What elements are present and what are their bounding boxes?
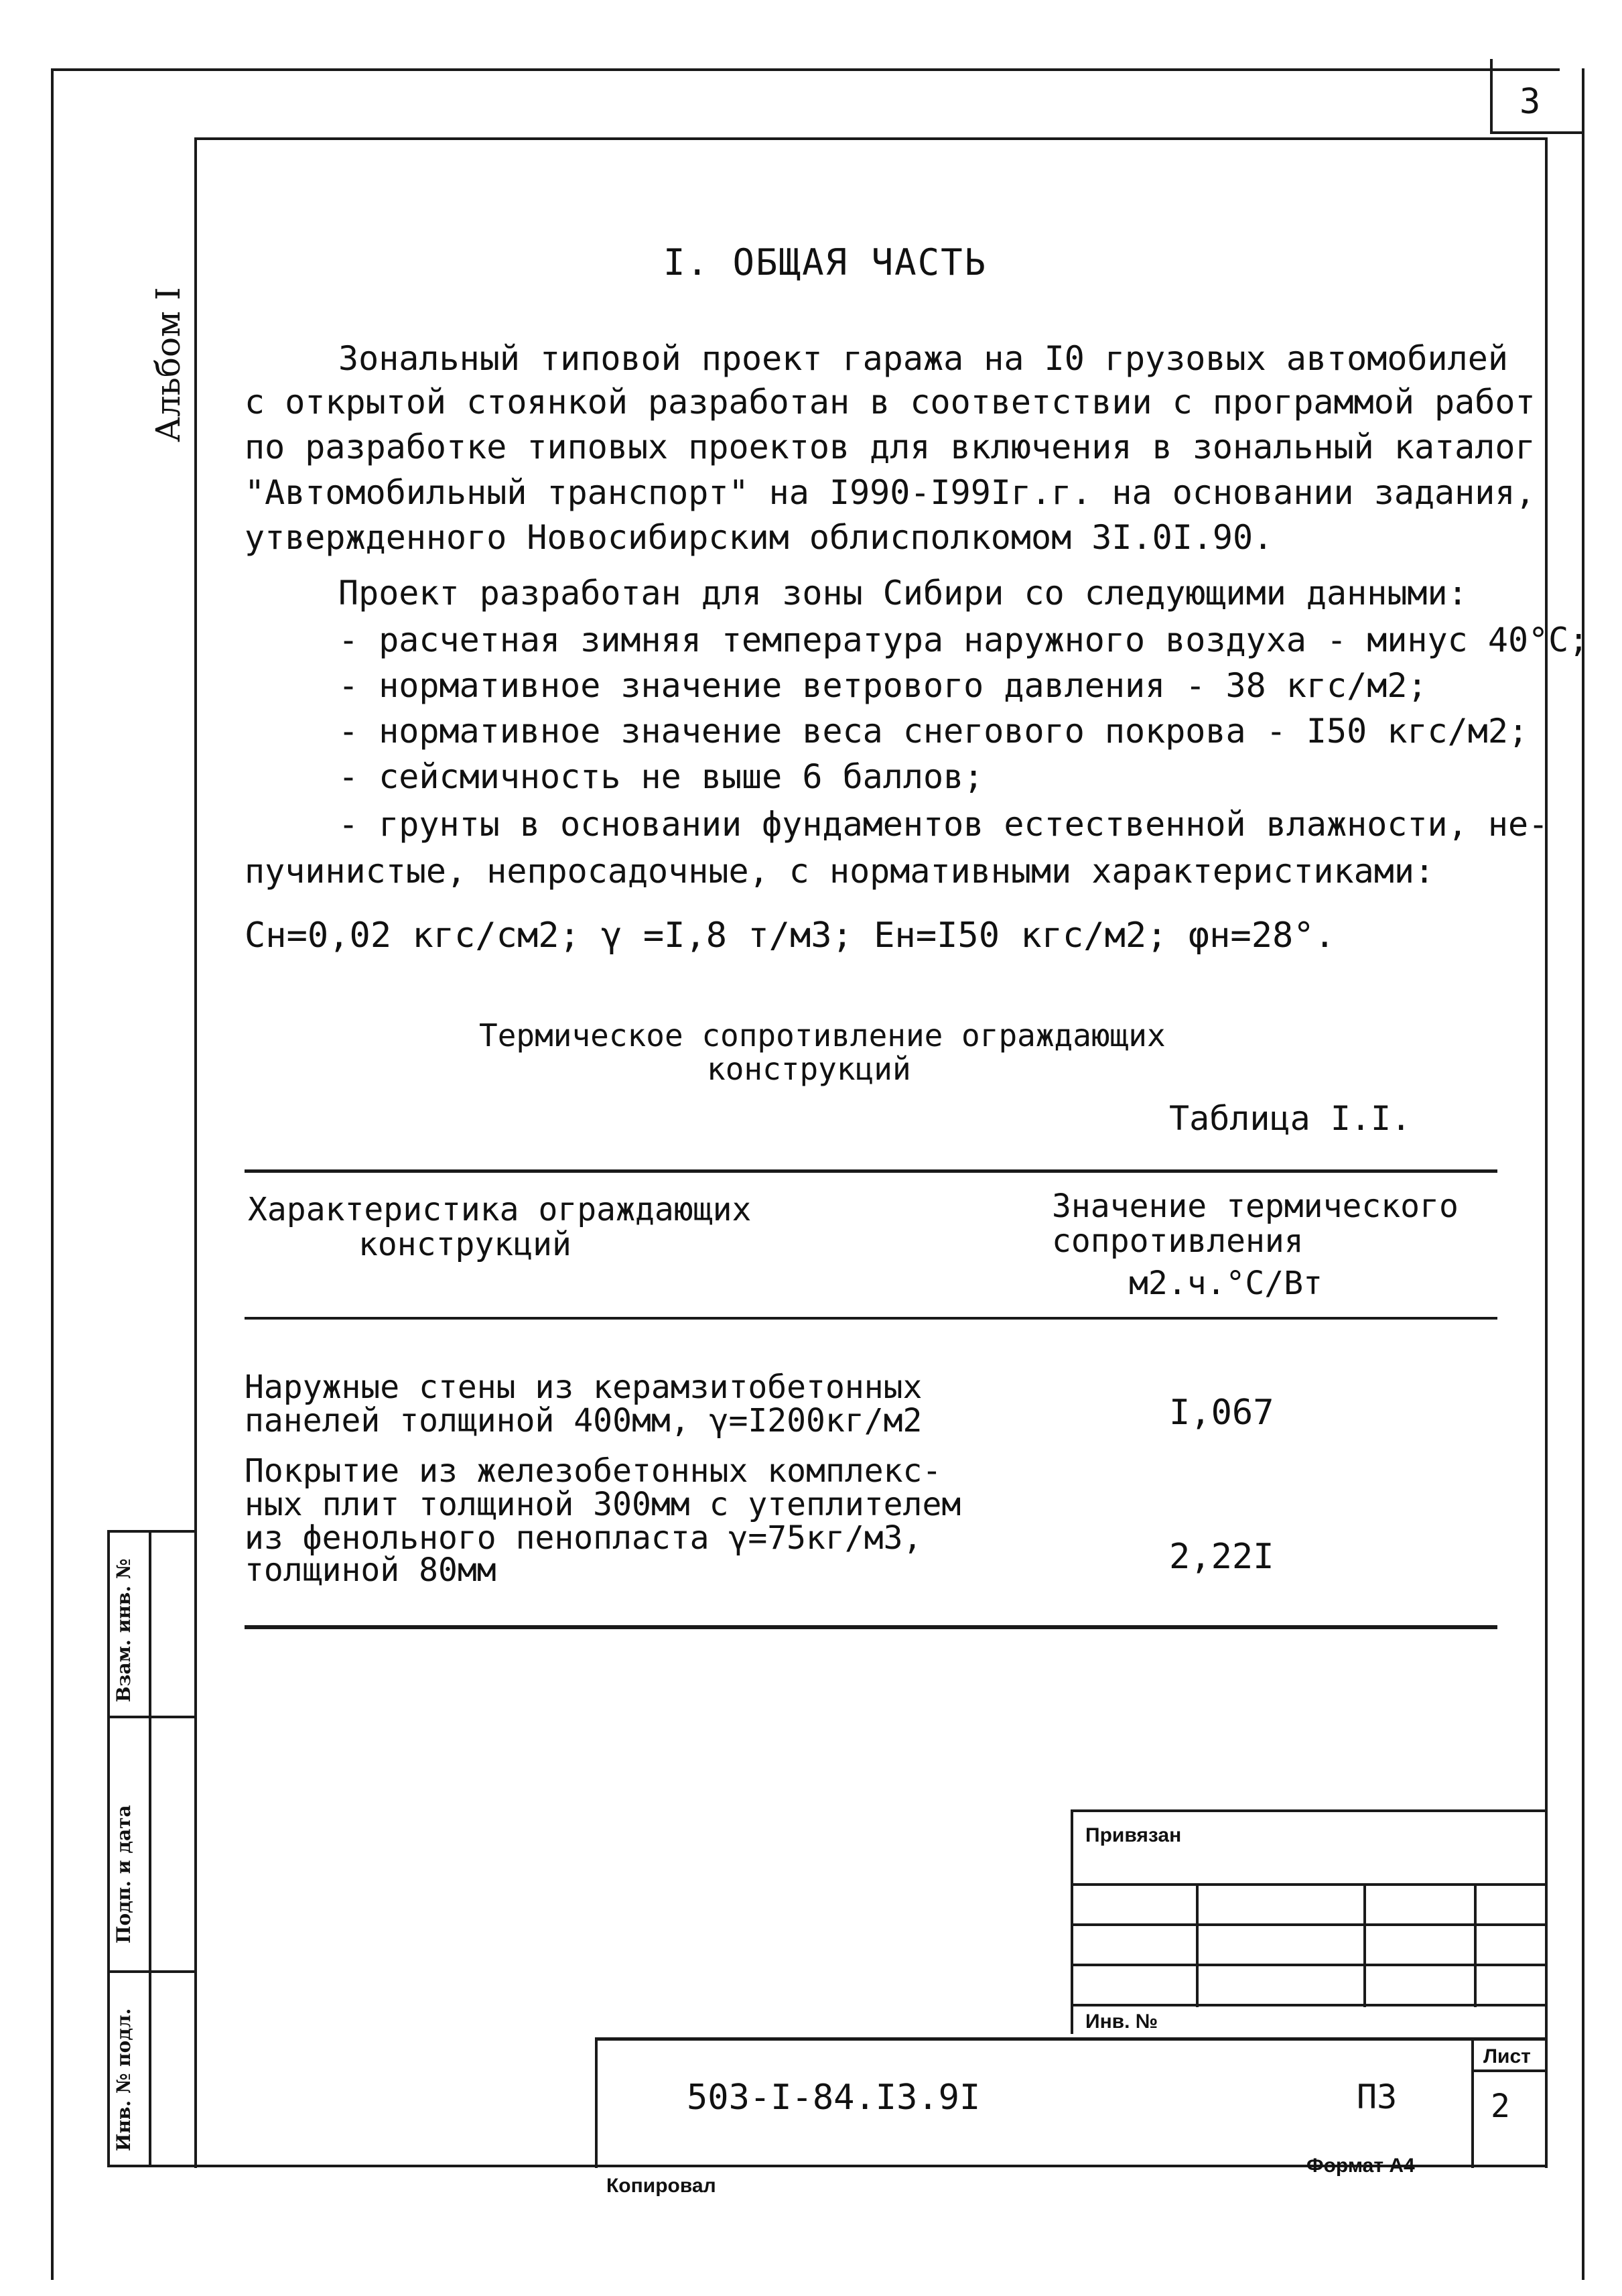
table-number: Таблица I.I. [1169,1099,1412,1138]
table-header-right-3: м2.ч.°С/Вт [1129,1265,1323,1302]
table-header-right-2: сопротивления [1052,1222,1304,1260]
outer-frame-right [1582,68,1584,2280]
table-header-left-1: Характеристика ограждающих [248,1191,752,1228]
table-row-1-desc-2: панелей толщиной 400мм, γ=I200кг/м2 [245,1402,923,1440]
table-row-2-desc-3: из фенольного пенопласта γ=75кг/м3, [245,1519,923,1557]
left-strip-left [107,1530,110,2167]
page-number-box-bottom [1490,131,1584,134]
title-block-sheet-rule [1471,2069,1546,2072]
left-strip-divider [149,1530,151,2167]
table-row-1-value: I,067 [1169,1393,1274,1433]
section-title: I. ОБЩАЯ ЧАСТЬ [663,241,988,283]
left-strip-label-1: Взам. инв. № [113,1558,135,1702]
intro-line: Проект разработан для зоны Сибири со следующими данными: [338,574,1468,613]
paragraph-line-3: по разработке типовых проектов для включения в зональный каталог [245,428,1536,466]
left-strip-top [107,1530,196,1533]
title-block-left [595,2037,598,2168]
title-block-top [595,2037,1546,2041]
left-strip-label-2: Подп. и дата [113,1805,135,1943]
stamp-top [1071,1809,1546,1812]
title-block-sheet-divider [1471,2037,1474,2168]
page-number: 3 [1519,82,1541,122]
outer-frame-left [51,68,54,2280]
footer-format: Формат А4 [1306,2155,1415,2177]
stamp-col-2 [1363,1883,1366,2007]
sheet-label: Лист [1483,2045,1531,2067]
album-label: Альбом I [149,287,188,442]
paragraph-line-1: Зональный типовой проект гаража на I0 грузовых автомобилей [338,339,1508,378]
table-header-left-2: конструкций [358,1226,571,1263]
stamp-col-3 [1474,1883,1477,2007]
table-caption-line-1: Термическое сопротивление ограждающих [479,1017,1166,1054]
left-strip-label-3: Инв. № подл. [113,2008,135,2151]
table-row-2-desc-1: Покрытие из железобетонных комплекс- [245,1452,942,1490]
sheet-number: 2 [1491,2088,1510,2125]
left-strip-sep-2 [107,1970,196,1973]
paragraph-line-4: "Автомобильный транспорт" на I990-I99Iг.г. на основании задания, [245,473,1536,512]
table-row-2-value: 2,22I [1169,1537,1274,1577]
table-header-rule [245,1317,1497,1320]
doc-code: 503-I-84.I3.9I [687,2078,981,2118]
paragraph-line-2: с открытой стоянкой разработан в соответствии с программой работ [245,383,1536,422]
table-row-2-desc-2: ных плит толщиной 300мм с утеплителем [245,1486,961,1523]
soil-params: Сн=0,02 кгс/см2; γ =I,8 т/м3; Ен=I50 кгс/м2; φн=28°. [245,915,1335,956]
table-bottom-rule [245,1625,1497,1629]
inner-frame-top [194,137,1548,140]
stamp-left [1071,1809,1073,2034]
table-caption-line-2: конструкций [707,1051,911,1087]
left-strip-sep-1 [107,1716,196,1718]
doc-type: ПЗ [1357,2078,1398,2116]
stamp-privyazan: Привязан [1085,1824,1182,1846]
bullet-soil: - грунты в основании фундаментов естественной влажности, не- [338,805,1549,844]
inner-frame-left [194,137,197,2168]
table-row-1-desc-1: Наружные стены из керамзитобетонных [245,1368,923,1406]
bullet-wind: - нормативное значение ветрового давления - 38 кгс/м2; [338,666,1428,705]
soil-line-2: пучинистые, непросадочные, с нормативными характеристиками: [245,852,1435,891]
table-header-right-1: Значение термического [1052,1188,1459,1225]
bullet-temperature: - расчетная зимняя температура наружного воздуха - минус 40°С; [338,621,1589,659]
table-row-2-desc-4: толщиной 80мм [245,1551,496,1589]
table-top-rule [245,1169,1497,1173]
bullet-seismic: - сейсмичность не выше 6 баллов; [338,757,984,796]
inner-frame-right [1545,137,1548,2168]
paragraph-line-5: утвержденного Новосибирским облисполкомом 3I.0I.90. [245,518,1274,557]
outer-frame-top [52,68,1560,71]
stamp-inv-no: Инв. № [1085,2011,1158,2033]
page-number-box-left [1490,59,1493,134]
stamp-col-1 [1196,1883,1199,2007]
bullet-snow: - нормативное значение веса снегового покрова - I50 кгс/м2; [338,712,1529,751]
footer-copied: Копировал [606,2175,716,2197]
